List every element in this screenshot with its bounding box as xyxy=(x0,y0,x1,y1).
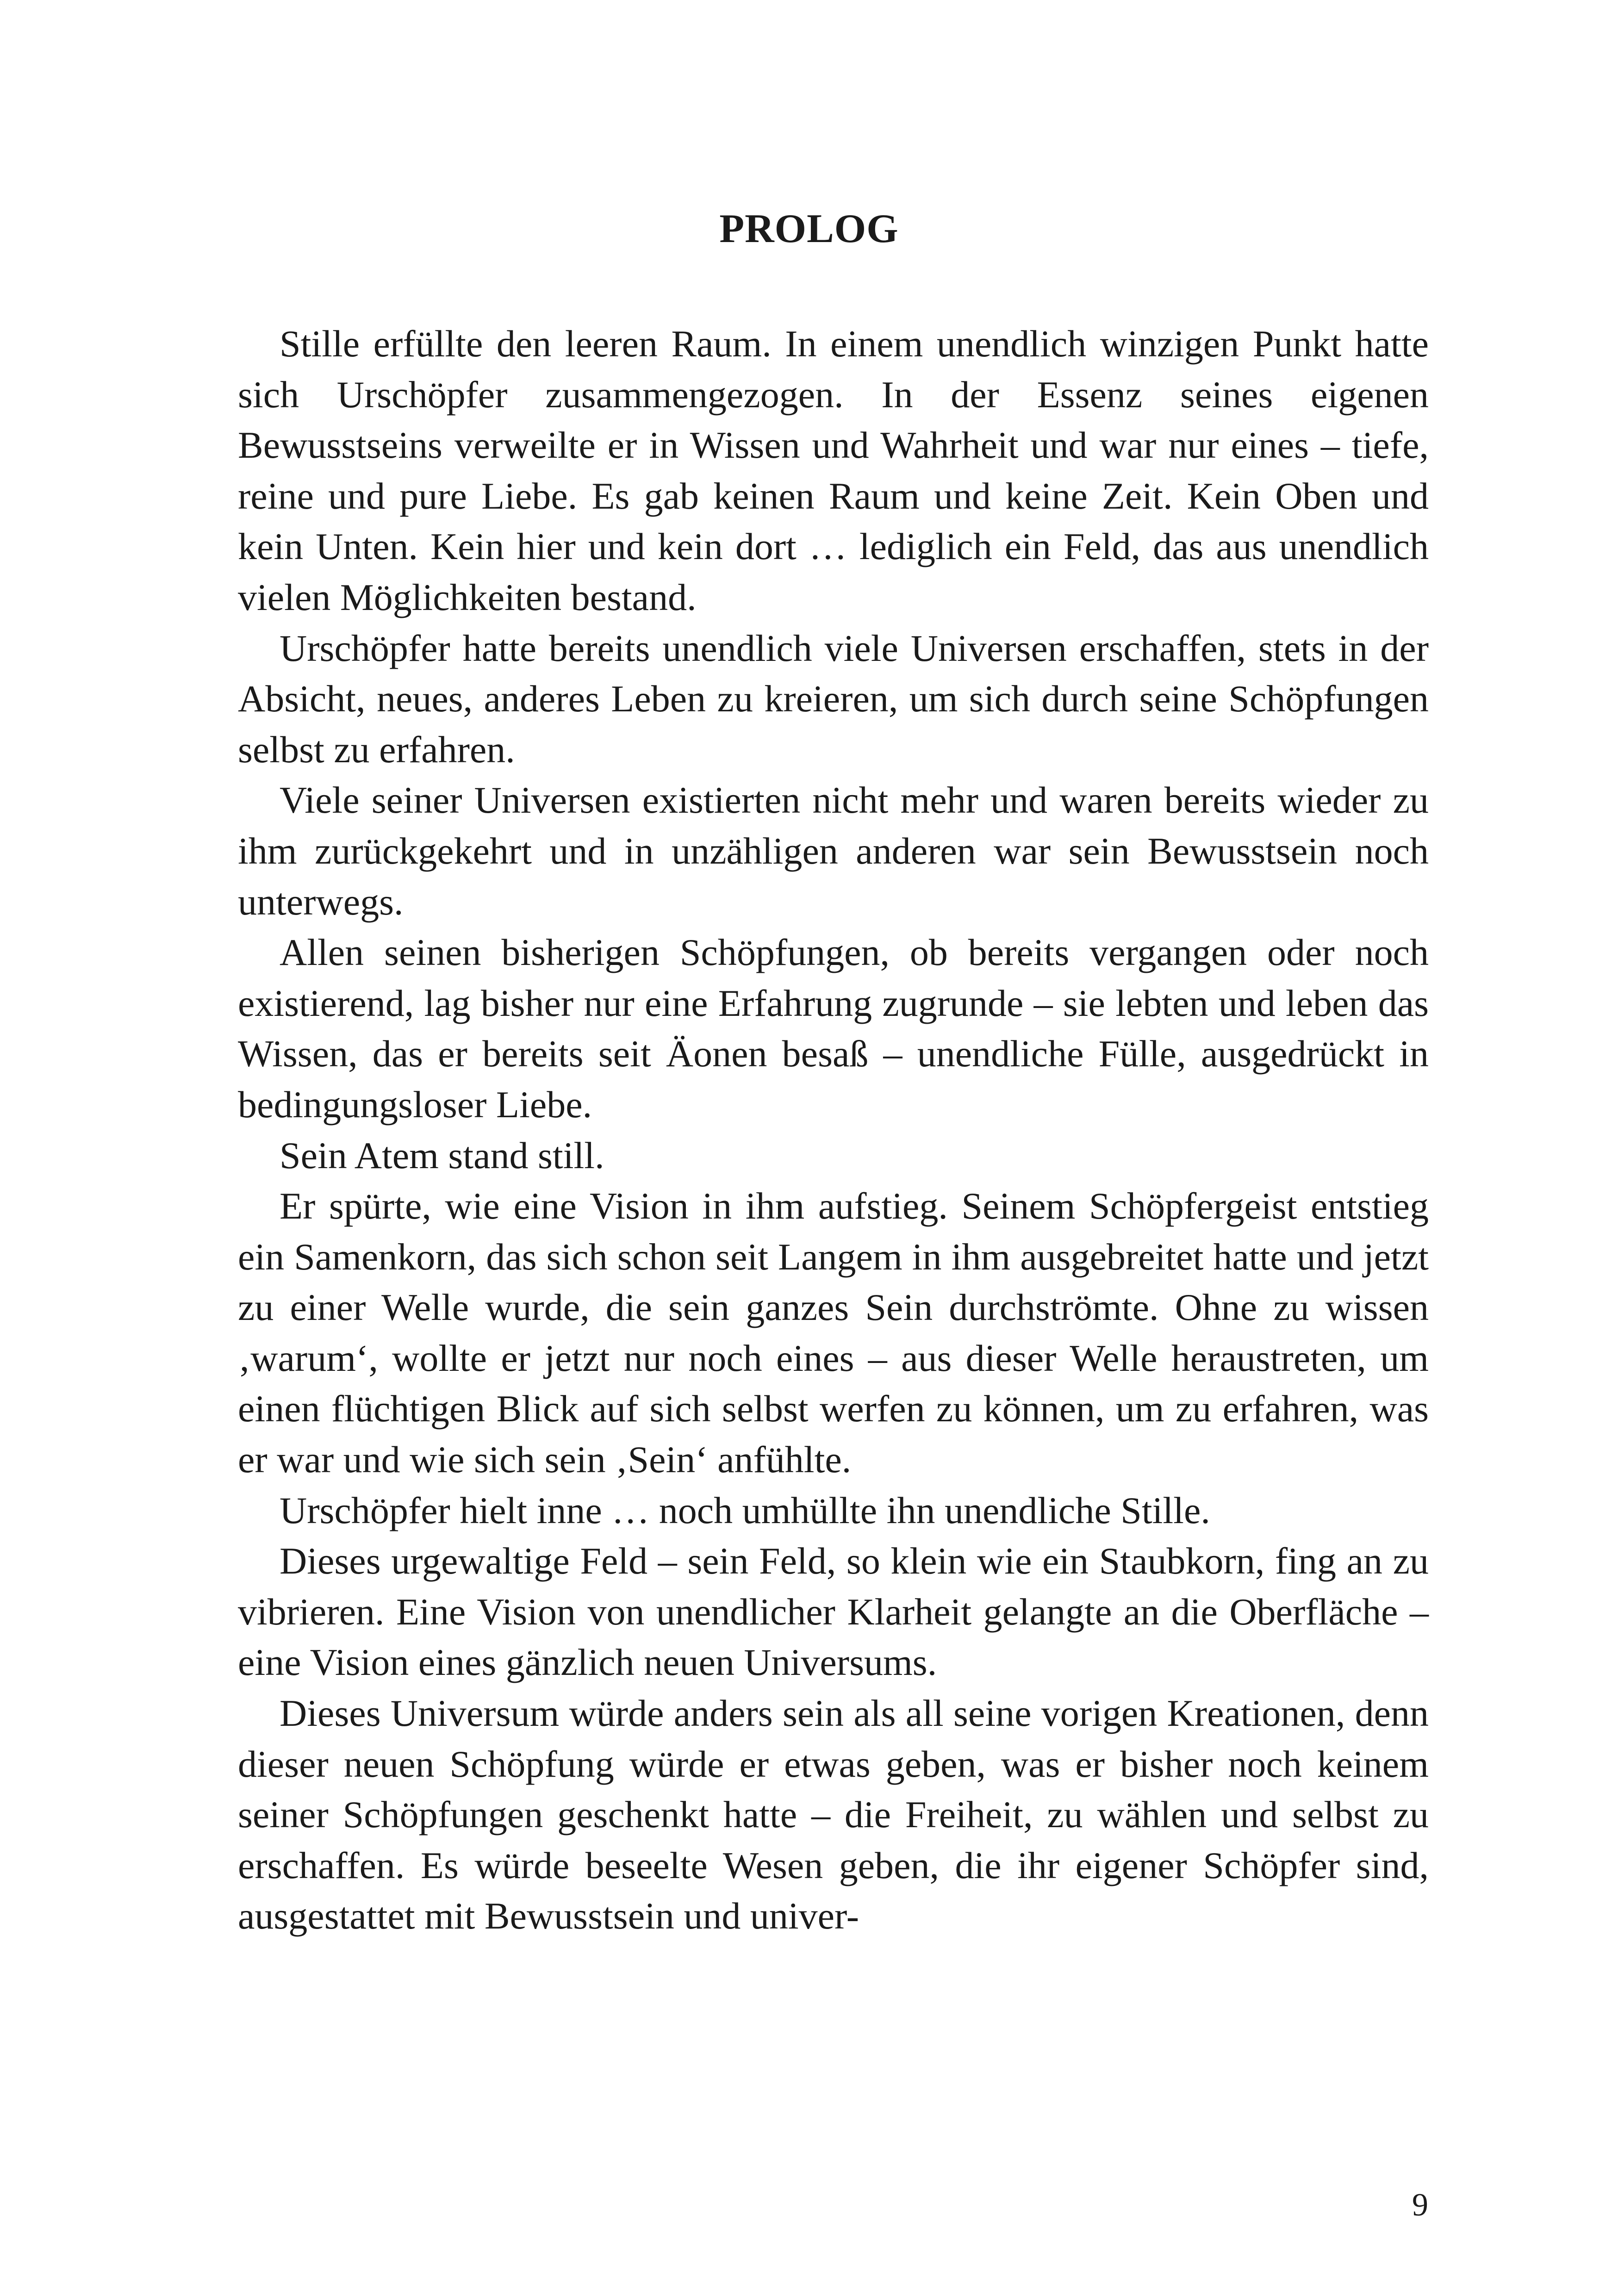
paragraph: Allen seinen bisherigen Schöpfungen, ob bereits vergangen oder noch existierend, lag bisher nur eine Erfahrung zugrunde – sie lebten und leben das Wissen, das er bereits seit Äonen besaß – unendliche Fülle, ausgedrückt in bedingungsloser Liebe. xyxy=(238,931,1429,1126)
body-text xyxy=(238,318,1429,1941)
paragraph: Viele seiner Universen existierten nicht mehr und waren bereits wieder zu ihm zurückgekehrt und in unzähligen anderen war sein Bewusstsein noch unterwegs. xyxy=(238,779,1429,923)
paragraph: Urschöpfer hielt inne … noch umhüllte ihn unendliche Stille. xyxy=(280,1489,1210,1531)
chapter-title: PROLOG xyxy=(719,206,899,251)
paragraph: Sein Atem stand still. xyxy=(280,1134,604,1176)
paragraph: Stille erfüllte den leeren Raum. In einem unendlich winzigen Punkt hatte sich Urschöpfer zusammengezogen. In der Essenz seines eigenen Bewusstseins verweilte er in Wissen und Wahrheit und war nur eines – tiefe, reine und pure Liebe. Es gab keinen Raum und keine Zeit. Kein Oben und kein Unten. Kein hier und kein dort … lediglich ein Feld, das aus unendlich vielen Möglichkeiten bestand. xyxy=(238,323,1429,618)
paragraph: Dieses urgewaltige Feld – sein Feld, so klein wie ein Staubkorn, fing an zu vibrieren. Eine Vision von unendlicher Klarheit gelangte an die Oberfläche – eine Vision eines gänzlich neuen Universums. xyxy=(238,1540,1429,1684)
paragraph-last: Dieses Universum würde anders sein als all seine vorigen Kreationen, denn dieser neuen Schöpfung würde er etwas geben, was er bisher noch keinem seiner Schöpfungen geschenkt hatte – die Freiheit, zu wählen und selbst zu erschaffen. Es würde beseelte Wesen geben, die ihr eigener Schöpfer sind, ausgestattet mit Bewusstsein und univer- xyxy=(238,1692,1429,1937)
paragraph: Er spürte, wie eine Vision in ihm aufstieg. Seinem Schöpfergeist entstieg ein Samenkorn, das sich schon seit Langem in ihm ausgebreitet hatte und jetzt zu einer Welle wurde, die sein ganzes Sein durchströmte. Ohne zu wissen ‚warum‘, wollte er jetzt nur noch eines – aus dieser Welle heraustreten, um einen flüchtigen Blick auf sich selbst werfen zu können, um zu erfahren, was er war und wie sich sein ‚Sein‘ anfühlte. xyxy=(238,1185,1429,1481)
paragraph: Urschöpfer hatte bereits unendlich viele Universen erschaffen, stets in der Absicht, neues, anderes Leben zu kreieren, um sich durch seine Schöpfungen selbst zu erfahren. xyxy=(238,627,1429,771)
page-number: 9 xyxy=(1412,2187,1428,2223)
